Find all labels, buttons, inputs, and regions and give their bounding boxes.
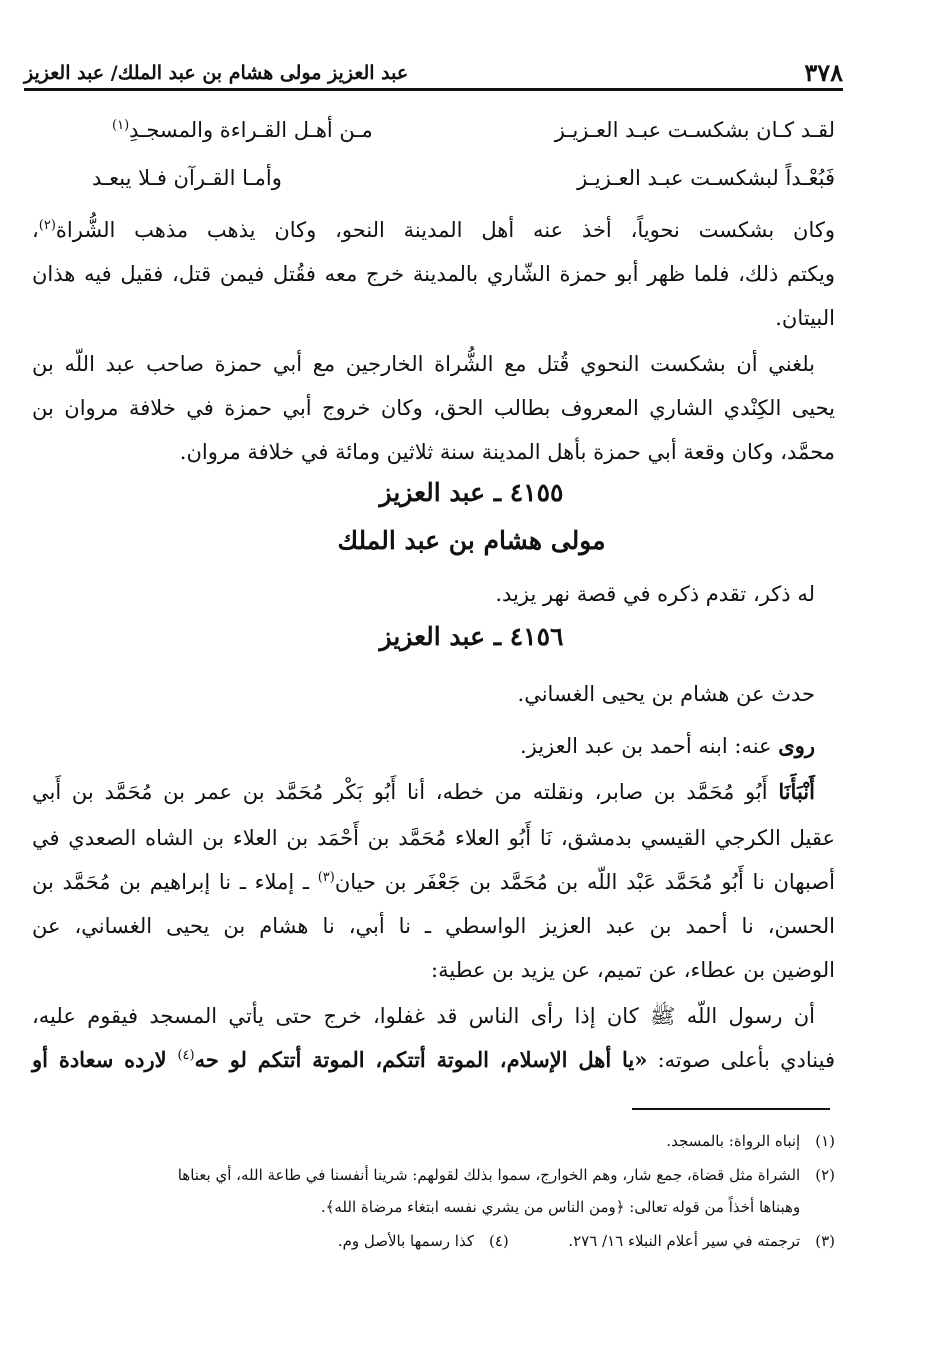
isnad-line2: عقيل الكرجي القيسي بدمشق، نَا أَبُو العلاء مُحَمَّد بن أَحْمَد بن العلاء بن الشاه الصعدي في	[32, 826, 835, 850]
footnote-ref-4: (٤)	[177, 1048, 195, 1063]
running-title: عبد العزيز مولى هشام بن عبد الملك/ عبد العزيز	[24, 62, 409, 84]
matn-line1: أن رسول اللّه ﷺ كان إذا رأى الناس قد غفلوا، خرج حتى يأتي المسجد فيقوم عليه،	[32, 1004, 815, 1028]
entry-4155-subtitle: مولى هشام بن عبد الملك	[337, 526, 606, 555]
rawa-label: روى	[778, 733, 815, 758]
footnote-2	[32, 1162, 835, 1188]
footnote-4-mark: (٤)	[488, 1232, 509, 1250]
footnote-2-mark: (٢)	[815, 1166, 835, 1184]
footnote-3-mark: (٣)	[815, 1232, 835, 1250]
footnote-ref-3: (٣)	[317, 870, 335, 885]
anba-label: أَنْبَأَنَا	[778, 779, 815, 804]
footnote-separator	[632, 1108, 830, 1110]
footnote-ref-1: (١)	[112, 118, 130, 133]
footnote-3-4	[32, 1228, 835, 1254]
footnote-ref-2: (٢)	[38, 218, 56, 233]
footnote-4-text: كذا رسمها بالأصل وم.	[337, 1232, 474, 1250]
entry-4156-body	[32, 674, 835, 1094]
footnote-2-cont	[32, 1194, 835, 1220]
footnote-1-mark: (١)	[815, 1132, 835, 1150]
footnote-3-text: ترجمته في سير أعلام النبلاء ١٦/ ٢٧٦.	[568, 1232, 801, 1250]
page-number: ٣٧٨	[804, 58, 843, 87]
para1-line3: البيتان.	[775, 306, 835, 330]
para1-line2: ويكتم ذلك، فلما ظهر أبو حمزة الشّاري بالمدينة خرج معه فقُتل فيمن قتل، فقيل فيه هذان	[32, 262, 835, 286]
para1-comma: ،	[32, 218, 39, 242]
footnote-1-text: إنباه الرواة: بالمسجد.	[666, 1132, 801, 1150]
page-header	[24, 54, 843, 91]
isnad-line3: أصبهان نا أَبُو مُحَمَّد عَبْد اللّه بن مُحَمَّد بن جَعْفَر بن حيان	[334, 870, 835, 894]
entry-4155-text: له ذكر، تقدم ذكره في قصة نهر يزيد.	[495, 582, 815, 606]
para1-line1: وكان بشكست نحوياً، أخذ عنه أهل المدينة النحو، وكان يذهب مذهب الشُّراة	[55, 218, 835, 242]
para2-line3: محمَّد، وكان وقعة أبي حمزة بأهل المدينة سنة ثلاثين ومائة في خلافة مروان.	[179, 440, 835, 464]
entry-4156-title: ٤١٥٦ ـ عبد العزيز	[379, 622, 564, 651]
entry-4156-hadath: حدث عن هشام بن يحيى الغساني.	[517, 682, 815, 706]
para2-line2: يحيى الكِنْدي الشاري المعروف بطالب الحق، وكان خروج أبي حمزة في خلافة مروان بن	[32, 396, 835, 420]
verse-2-first-hemistich: فَبُعْـداً لبشكسـت عبـد العـزيـز	[577, 166, 835, 190]
isnad-line1: أَبُو مُحَمَّد بن صابر، ونقلته من خطه، أنا أَبُو بَكْر مُحَمَّد بن عمر بن مُحَمَّد بن أَبي	[32, 780, 768, 804]
footnote-2-text: الشراة مثل قضاة، جمع شار، وهم الخوارج، سموا بذلك لقولهم: شرينا أنفسنا في طاعة الله، أي بعناها	[177, 1166, 801, 1184]
matn-line2: فينادي بأعلى صوته:	[647, 1048, 836, 1072]
poem-verse-1	[32, 112, 835, 148]
verse-1-second-hemistich: مـن أهـل القـراءة والمسجـدِ	[129, 118, 373, 142]
paragraph-1	[32, 210, 835, 340]
verse-2-second-hemistich: وأمـا القـرآن فـلا يبعـد	[92, 166, 282, 190]
para2-line1: بلغني أن بشكست النحوي قُتل مع الشُّراة الخارجين مع أبي حمزة صاحب عبد اللّه بن	[32, 352, 815, 376]
footnote-2-cont-text: وهبناها أخذاً من قوله تعالى: ﴿ومن الناس من يشري نفسه ابتغاء مرضاة الله﴾.	[320, 1198, 801, 1216]
entry-4155-text-block	[32, 574, 835, 616]
matn-quote: «يا أهل الإسلام، الموتة أتتكم، الموتة أتتكم لو حه	[194, 1047, 648, 1072]
matn-quote-cont: لارده سعادة أو	[32, 1047, 178, 1072]
rawa-text: عنه: ابنه أحمد بن عبد العزيز.	[519, 734, 772, 758]
isnad-line3-cont: ـ إملاء ـ نا إبراهيم بن مُحَمَّد بن	[32, 870, 318, 894]
isnad-line4: الحسن، نا أحمد بن عبد العزيز الواسطي ـ نا أبي، نا هشام بن يحيى الغساني، عن	[32, 914, 835, 938]
verse-1-first-hemistich: لقـد كـان بشكسـت عبـد العـزيـز	[554, 118, 835, 142]
isnad-line5: الوضين بن عطاء، عن تميم، عن يزيد بن عطية:	[431, 958, 835, 982]
paragraph-2	[32, 344, 835, 474]
footnote-1	[32, 1128, 835, 1154]
poem-verse-2	[32, 160, 835, 196]
entry-4155-title: ٤١٥٥ ـ عبد العزيز	[379, 478, 564, 507]
